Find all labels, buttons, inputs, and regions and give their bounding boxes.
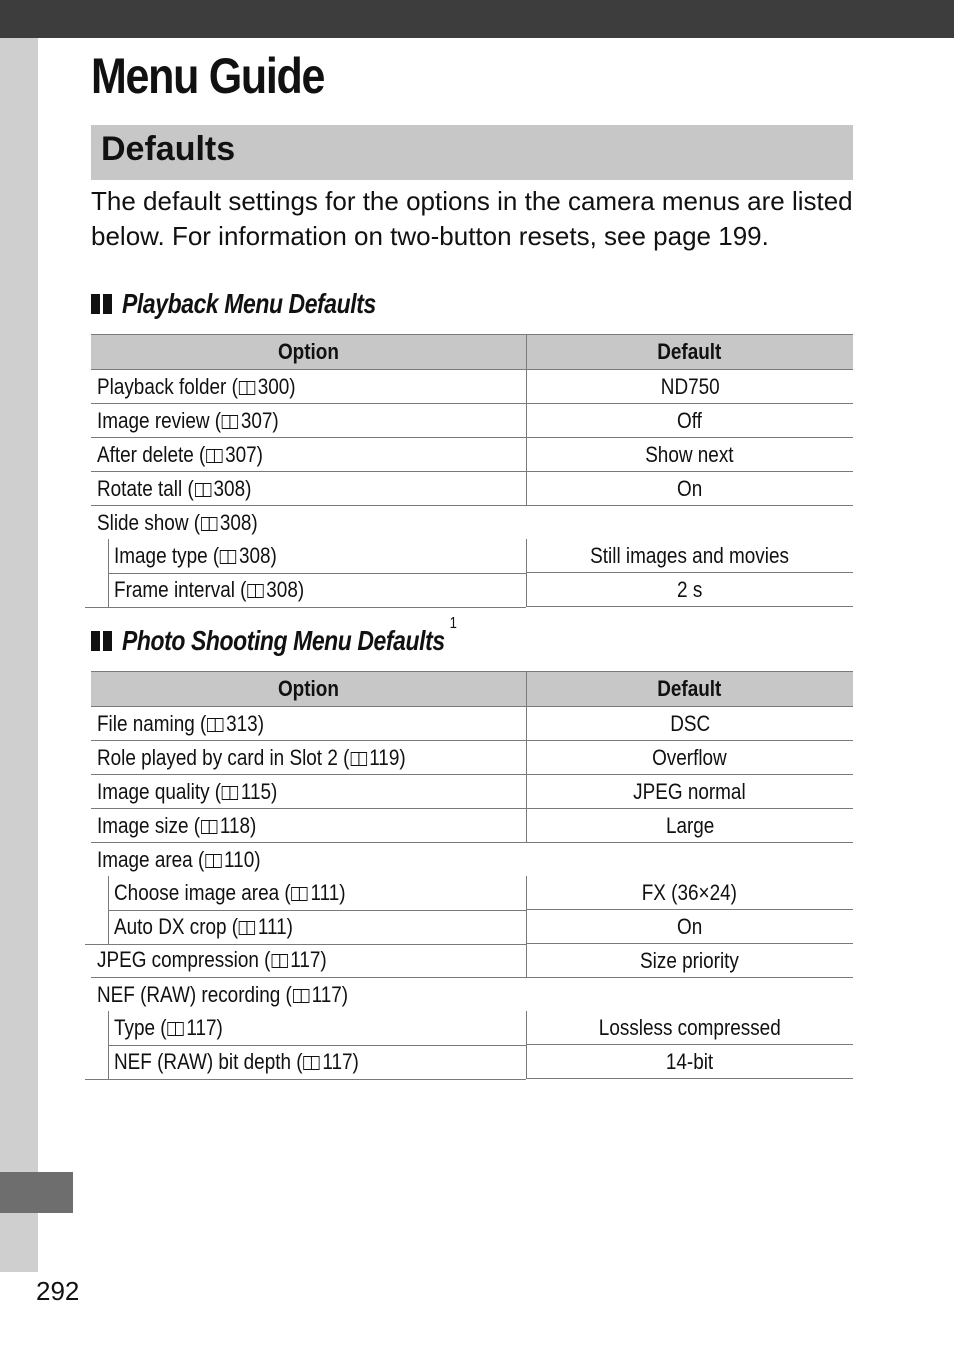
book-icon <box>167 1022 184 1036</box>
table-subrow <box>91 573 853 607</box>
double-bar-marker-icon <box>91 631 113 651</box>
column-header-option: Option <box>91 672 526 707</box>
sub-option-cell: Image type ( 308) <box>91 539 526 573</box>
option-cell: Image size ( 118) <box>91 809 526 843</box>
playback-heading <box>91 284 853 324</box>
book-icon <box>206 449 223 463</box>
group-option-cell: Slide show ( 308) <box>97 509 258 535</box>
section-header: Defaults <box>91 125 853 180</box>
sub-option-cell: Auto DX crop ( 111) <box>91 910 526 944</box>
option-cell: Playback folder ( 300) <box>91 370 526 404</box>
book-icon <box>293 989 310 1003</box>
default-cell: Show next <box>526 438 853 472</box>
table-row <box>91 472 853 506</box>
book-icon <box>239 921 256 935</box>
book-icon <box>205 854 222 868</box>
side-strip <box>0 38 38 1272</box>
default-cell: Size priority <box>526 944 853 978</box>
table-row <box>91 809 853 843</box>
page-title: Menu Guide <box>91 48 325 104</box>
column-header-option: Option <box>91 335 526 370</box>
book-icon <box>207 718 224 732</box>
sub-option-cell: Frame interval ( 308) <box>91 573 526 607</box>
column-header-default: Default <box>526 335 853 370</box>
group-option-cell: NEF (RAW) recording ( 117) <box>97 981 349 1007</box>
sub-option-cell: Type ( 117) <box>91 1011 526 1045</box>
book-icon <box>220 550 237 564</box>
book-icon <box>222 415 239 429</box>
shooting-heading <box>91 614 853 661</box>
page-content <box>91 44 853 1079</box>
default-cell: DSC <box>526 707 853 741</box>
book-icon <box>292 887 309 901</box>
shooting-defaults-table <box>91 671 853 1079</box>
book-icon <box>350 752 367 766</box>
option-cell: Image review ( 307) <box>91 404 526 438</box>
group-option-cell: Image area ( 110) <box>97 846 261 872</box>
book-icon <box>239 381 256 395</box>
default-cell: 14-bit <box>526 1045 853 1079</box>
playback-heading-text: Playback Menu Defaults <box>122 288 376 319</box>
table-subrow <box>91 1011 853 1045</box>
table-row <box>91 944 853 978</box>
column-header-default: Default <box>526 672 853 707</box>
sub-option-cell: NEF (RAW) bit depth ( 117) <box>91 1045 526 1079</box>
option-cell: File naming ( 313) <box>91 707 526 741</box>
table-subrow <box>91 876 853 910</box>
option-cell: Image quality ( 115) <box>91 775 526 809</box>
sub-option-cell: Choose image area ( 111) <box>91 876 526 910</box>
default-cell: ND750 <box>526 370 853 404</box>
table-subrow <box>91 910 853 944</box>
table-row <box>91 741 853 775</box>
option-cell: JPEG compression ( 117) <box>91 944 526 978</box>
playback-defaults-table <box>91 334 853 607</box>
default-cell: On <box>526 472 853 506</box>
page-number: 292 <box>36 1276 80 1306</box>
default-cell: Lossless compressed <box>526 1011 853 1045</box>
book-icon <box>195 483 212 497</box>
default-cell: Off <box>526 404 853 438</box>
default-cell: FX (36×24) <box>526 876 853 910</box>
table-subrow <box>91 539 853 573</box>
table-row <box>91 775 853 809</box>
book-icon <box>271 954 288 968</box>
table-row <box>91 404 853 438</box>
book-icon <box>247 584 264 598</box>
default-cell: Still images and movies <box>526 539 853 573</box>
shooting-heading-text: Photo Shooting Menu Defaults$^1$ <box>122 614 457 656</box>
option-cell: Role played by card in Slot 2 ( 119) <box>91 741 526 775</box>
footnote-marker: 1 <box>449 614 457 632</box>
table-group-row <box>91 843 853 877</box>
table-header-row <box>91 672 853 707</box>
book-icon <box>201 517 218 531</box>
table-row <box>91 438 853 472</box>
book-icon <box>201 820 218 834</box>
table-header-row <box>91 335 853 370</box>
book-icon <box>303 1056 320 1070</box>
intro-paragraph: The default settings for the options in the camera menus are listed below. For information on two-button resets, see page 199. <box>91 186 853 251</box>
default-cell: On <box>526 910 853 944</box>
table-row <box>91 370 853 404</box>
table-row <box>91 707 853 741</box>
default-cell: Large <box>526 809 853 843</box>
table-subrow <box>91 1045 853 1079</box>
book-icon <box>222 786 239 800</box>
default-cell: JPEG normal <box>526 775 853 809</box>
option-cell: After delete ( 307) <box>91 438 526 472</box>
option-cell: Rotate tall ( 308) <box>91 472 526 506</box>
table-group-row <box>91 978 853 1012</box>
chapter-tab <box>0 1172 73 1213</box>
table-group-row <box>91 506 853 540</box>
default-cell: 2 s <box>526 573 853 607</box>
double-bar-marker-icon <box>91 294 113 314</box>
top-bar <box>0 0 954 38</box>
default-cell: Overflow <box>526 741 853 775</box>
